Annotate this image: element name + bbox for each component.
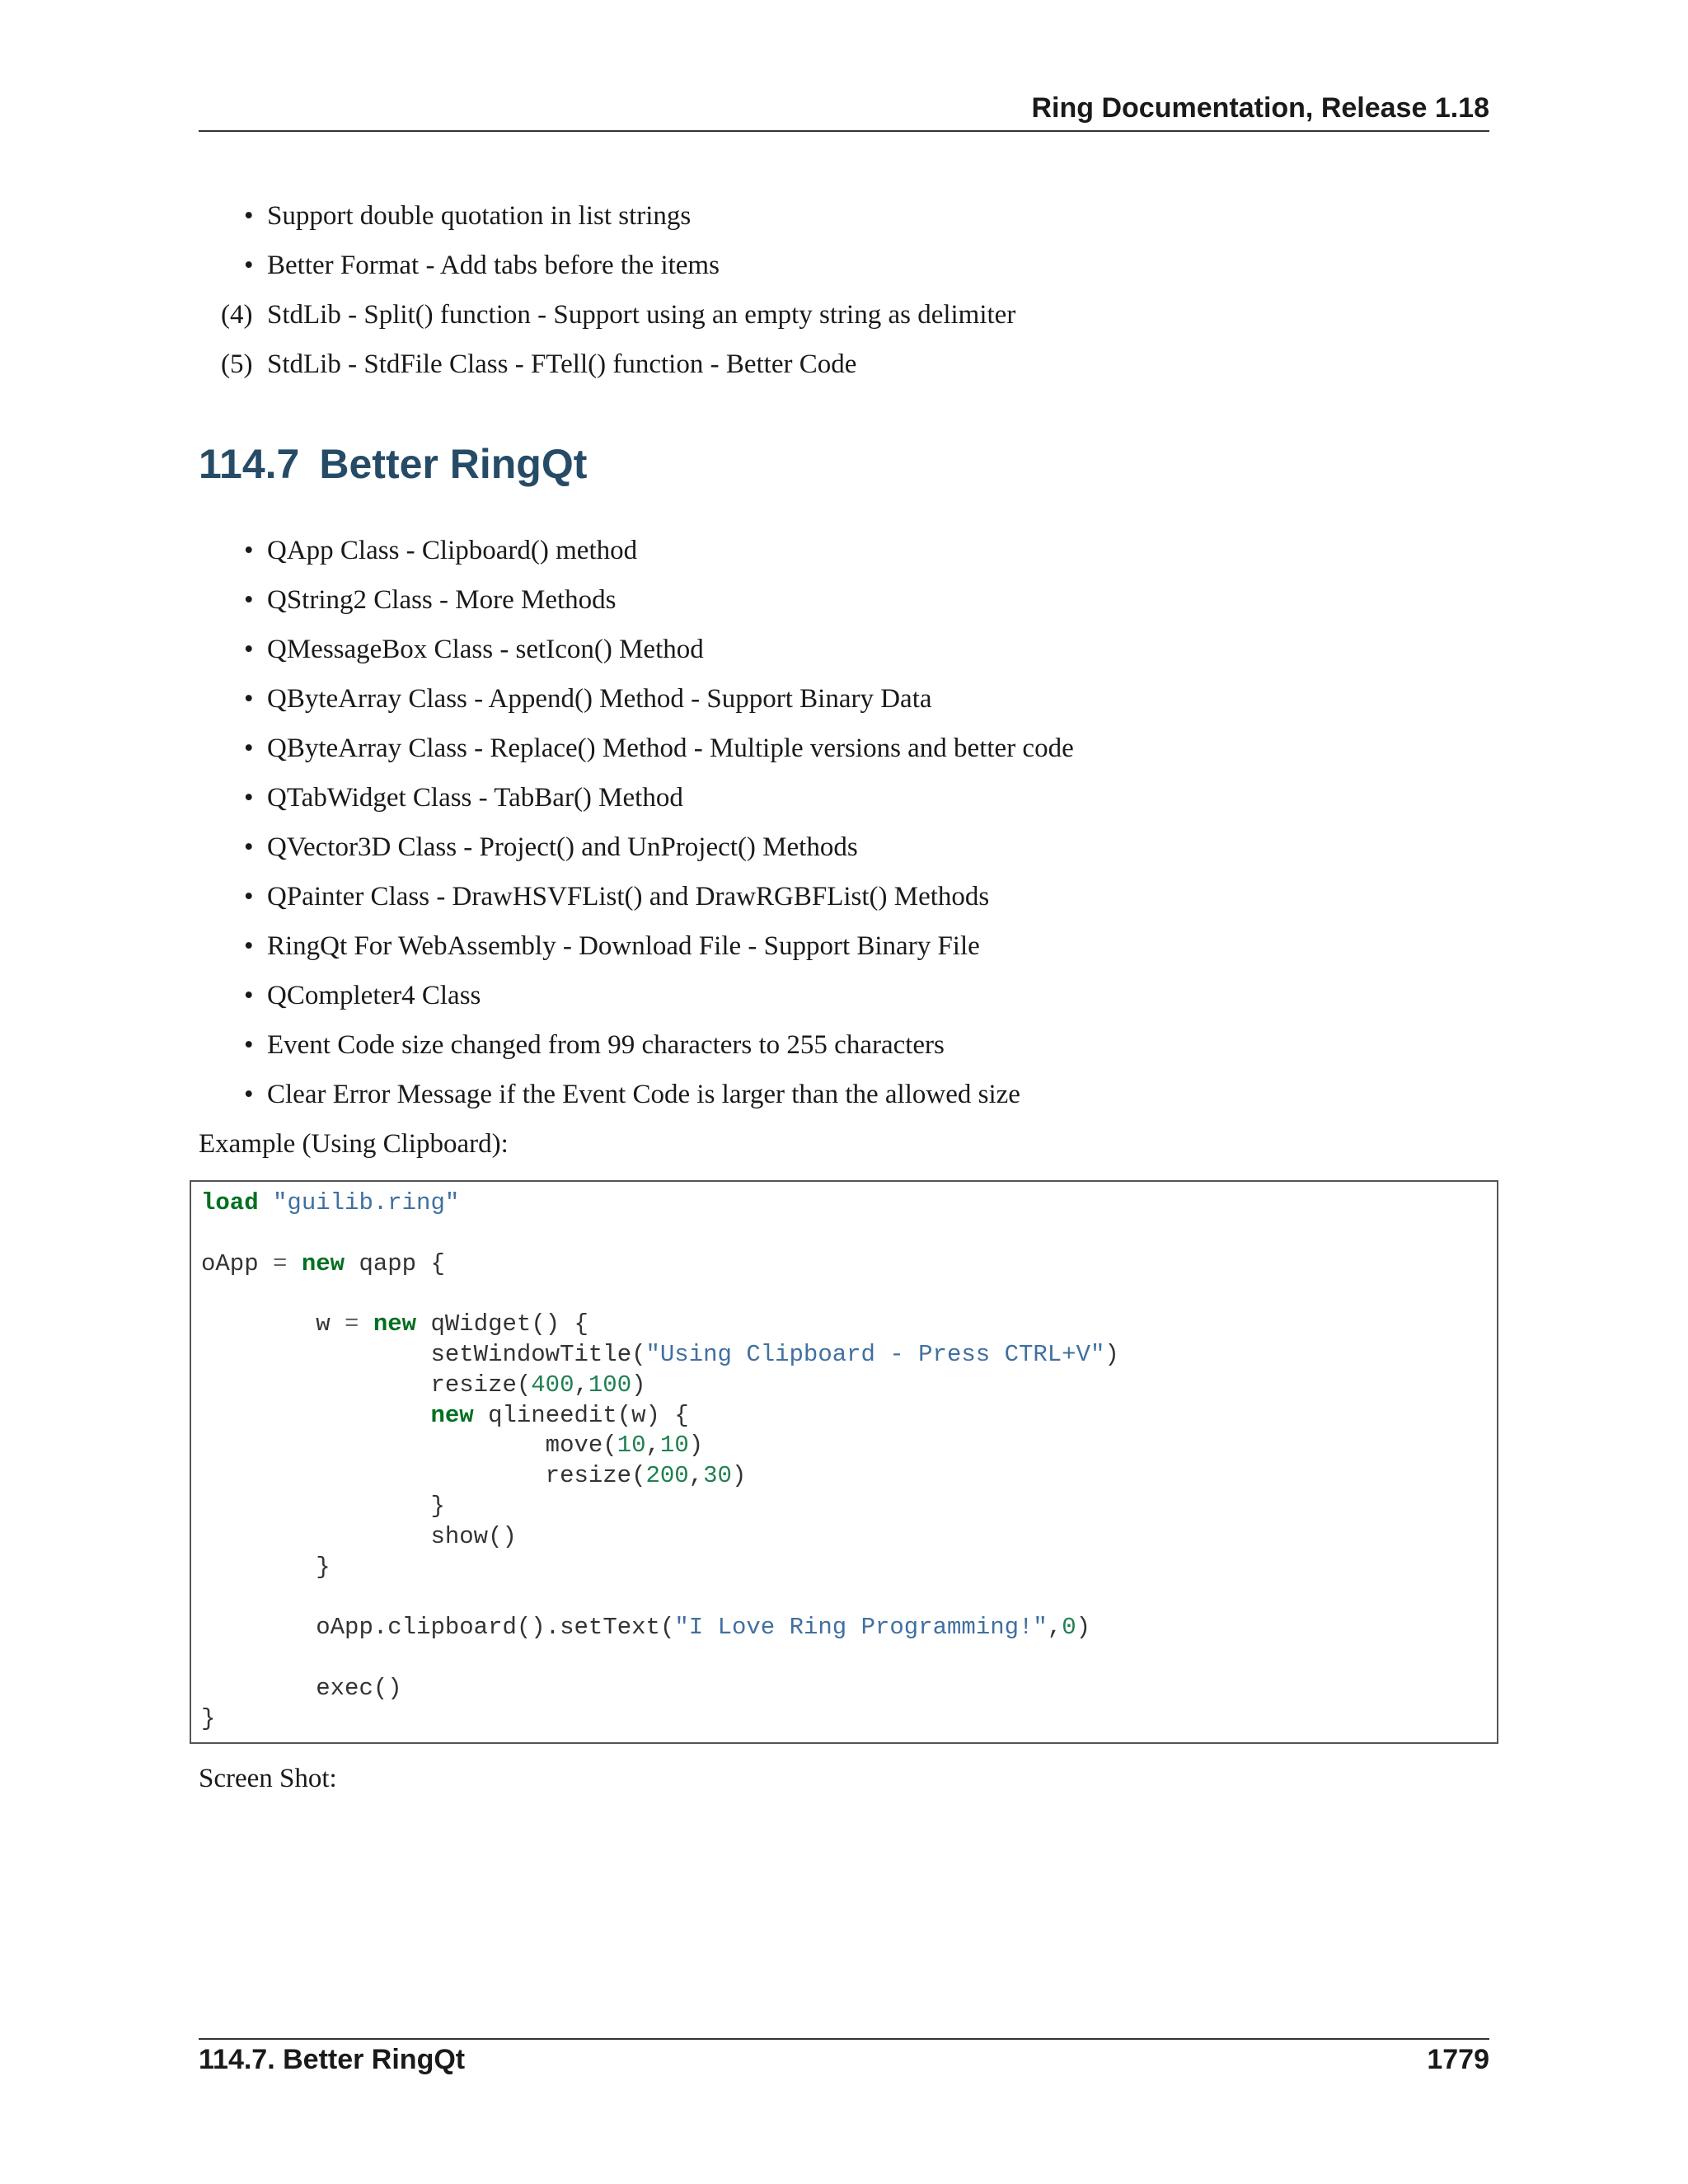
code-line (201, 1310, 588, 1338)
code-block (190, 1180, 1498, 1744)
code-token: () (373, 1674, 402, 1702)
bullet-icon: • (244, 882, 254, 912)
example-label: Example (Using Clipboard): (199, 1129, 509, 1159)
code-line (201, 1705, 215, 1732)
header-rule (199, 130, 1489, 132)
code-keyword: new (301, 1249, 345, 1277)
bullet-icon: • (244, 783, 254, 813)
code-token (416, 1310, 430, 1338)
code-token: oApp (201, 1249, 259, 1277)
code-token: show (430, 1522, 489, 1550)
code-token: w (631, 1401, 646, 1429)
code-token (201, 1310, 316, 1338)
page-number: 1779 (1427, 2044, 1489, 2075)
code-number: 400 (531, 1371, 574, 1399)
code-keyword: new (373, 1310, 417, 1338)
code-token: qWidget (430, 1310, 532, 1338)
code-listing (201, 1188, 1119, 1734)
code-token: } (201, 1704, 216, 1732)
bullet-icon: • (244, 931, 254, 961)
running-header: Ring Documentation, Release 1.18 (1031, 92, 1489, 124)
code-line (201, 1523, 517, 1550)
code-token (474, 1402, 488, 1429)
code-number: 100 (588, 1371, 632, 1399)
code-token: { (416, 1249, 445, 1277)
bullet-icon: • (244, 201, 254, 231)
code-keyword: new (430, 1401, 474, 1429)
code-string: "Using Clipboard - Press CTRL+V" (645, 1340, 1105, 1368)
code-token: ( (659, 1614, 675, 1642)
code-token: , (688, 1462, 704, 1490)
code-token (259, 1250, 273, 1277)
bullet-icon: • (244, 251, 254, 280)
code-token: } (201, 1553, 331, 1581)
code-operator: = (273, 1249, 288, 1277)
code-number: 10 (659, 1432, 689, 1460)
code-line (201, 1402, 689, 1429)
code-token (201, 1462, 546, 1489)
code-token (345, 1250, 359, 1277)
code-line (201, 1462, 746, 1489)
code-token (201, 1675, 316, 1702)
code-token: , (1047, 1614, 1062, 1642)
code-token: } (201, 1492, 445, 1520)
code-token (201, 1371, 430, 1399)
code-token: ( (631, 1340, 646, 1368)
bullet-icon: • (244, 1030, 254, 1060)
footer-rule (199, 2038, 1489, 2040)
code-line (201, 1189, 459, 1216)
bullet-icon: • (244, 981, 254, 1010)
screenshot-label: Screen Shot: (199, 1764, 337, 1793)
code-token: setText (560, 1614, 660, 1642)
code-number: 10 (617, 1432, 646, 1460)
code-token: resize (545, 1462, 632, 1490)
section-number: 114.7 (199, 441, 300, 487)
code-token: , (645, 1432, 660, 1460)
code-token: . (373, 1614, 388, 1642)
code-token: oApp (316, 1614, 373, 1642)
code-token: ) (688, 1432, 704, 1460)
bullet-icon: • (244, 1080, 254, 1109)
code-token (259, 1189, 273, 1216)
code-line (201, 1341, 1119, 1368)
code-token: ( (603, 1432, 617, 1460)
code-token: () (488, 1522, 517, 1550)
bullet-icon: • (244, 832, 254, 862)
section-title: Better RingQt (319, 441, 588, 487)
bullet-icon: • (244, 733, 254, 763)
code-token: ) { (645, 1401, 689, 1429)
code-token: w (316, 1310, 331, 1338)
bullet-icon: • (244, 635, 254, 664)
bullet-icon: • (244, 536, 254, 565)
code-line (201, 1614, 1090, 1641)
code-token: ( (617, 1401, 632, 1429)
code-token: ( (516, 1371, 532, 1399)
code-line (201, 1371, 646, 1399)
code-token: exec (316, 1674, 373, 1702)
code-token (201, 1614, 316, 1641)
code-string: "guilib.ring" (273, 1189, 460, 1216)
code-token: move (545, 1432, 603, 1460)
code-line (201, 1554, 331, 1581)
code-token (201, 1402, 430, 1429)
code-token: ) (1104, 1340, 1119, 1368)
code-token: qlineedit (488, 1401, 617, 1429)
code-string: "I Love Ring Programming!" (674, 1614, 1048, 1642)
code-token (331, 1310, 345, 1338)
code-token (201, 1432, 546, 1459)
code-token: , (574, 1371, 588, 1399)
code-token: ) (631, 1371, 646, 1399)
section-heading (199, 440, 587, 488)
code-token (287, 1250, 301, 1277)
code-line (201, 1493, 445, 1520)
code-token (201, 1341, 430, 1368)
code-keyword: load (201, 1189, 259, 1216)
footer-section: 114.7. Better RingQt (199, 2044, 466, 2075)
code-line (201, 1432, 703, 1459)
code-number: 0 (1062, 1614, 1076, 1642)
code-number: 200 (645, 1462, 689, 1490)
code-token: setWindowTitle (430, 1340, 632, 1368)
code-token: qapp (359, 1249, 417, 1277)
code-line (201, 1250, 445, 1277)
bullet-icon: • (244, 684, 254, 714)
code-token: ) (731, 1462, 747, 1490)
code-token (359, 1310, 373, 1338)
code-line (201, 1675, 402, 1702)
code-token: resize (430, 1371, 517, 1399)
bullet-icon: • (244, 585, 254, 615)
code-token: ( (631, 1462, 646, 1490)
code-token: (). (516, 1614, 560, 1642)
code-token (201, 1523, 430, 1550)
code-token: () { (531, 1310, 588, 1338)
code-operator: = (345, 1310, 359, 1338)
code-token: ) (1076, 1614, 1091, 1642)
code-number: 30 (703, 1462, 732, 1490)
code-token: clipboard (387, 1614, 517, 1642)
